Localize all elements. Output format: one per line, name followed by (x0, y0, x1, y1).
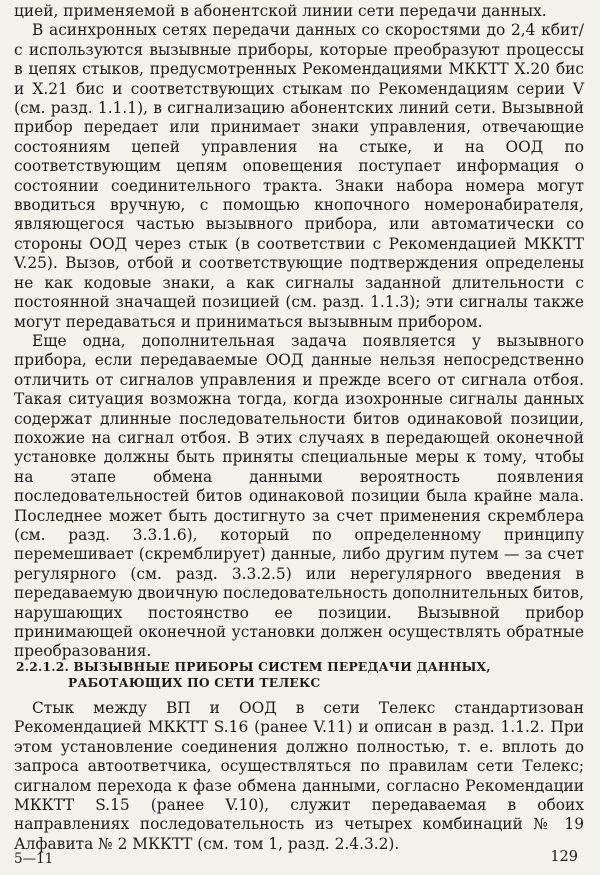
page-number: 129 (550, 849, 578, 865)
section-heading (16, 659, 576, 691)
section-body (14, 699, 584, 854)
paragraph-continuation: цией, применяемой в абонентской линии сети передачи данных. (14, 2, 547, 20)
section-heading-line1: 2.2.1.2. ВЫЗЫВНЫЕ ПРИБОРЫ СИСТЕМ ПЕРЕДАЧИ ДАННЫХ, (16, 659, 491, 674)
paragraph-telex-interface: Стык между ВП и ООД в сети Телекс стандартизован Рекомендацией МККТТ S.16 (ранее V.11) и описан в разд. 1.1.2. При этом установление соединения должно полностью, т. е. вплоть до запроса автоответчика, осуществляться по правилам сети Телекс; сигналом перехода к фазе обмена данными, согласно Рекомендации МККТТ S.15 (ранее V.10), служит передаваемая в обоих направлениях последовательность из четырех комбинаций № 19 Алфавита № 2 МККТТ (см. том 1, разд. 2.4.3.2). (14, 699, 584, 853)
paragraph-async-networks: В асинхронных сетях передачи данных со скоростями до 2,4 кбит/с используются вызывные приборы, которые преобразуют процессы в цепях стыков, предусмотренных Рекомендациями МККТТ X.20 бис и X.21 бис и соответствующих стыкам по Рекомендациям серии V (см. разд. 1.1.1), в сигнализацию абонентских линий сети. Вызывной прибор передает или принимает знаки управления, отвечающие состояниям цепей управления на стыке, и на ООД по соответствующим цепям оповещения поступает информация о состоянии соединительного тракта. Знаки набора номера могут вводиться вручную, с помощью кнопочного номеронабирателя, являющегося частью вызывного прибора, или автоматически со стороны ООД через стык (в соответствии с Рекомендацией МККТТ V.25). Вызов, отбой и соответствующие подтверждения определены не как кодовые знаки, а как сигналы заданной длительности с постоянной значащей позицией (см. разд. 1.1.3); эти сигналы также могут передаваться и приниматься вызывным прибором. (14, 21, 584, 331)
printer-signature: 5—11 (14, 851, 54, 867)
section-heading-line2: РАБОТАЮЩИХ ПО СЕТИ ТЕЛЕКС (68, 675, 321, 690)
paragraph-additional-task: Еще одна, дополнительная задача появляется у вызывного прибора, если передаваемые ООД данные нельзя непосредственно отличить от сигналов управления и прежде всего от сигнала отбоя. Такая ситуация возможна тогда, когда изохронные сигналы данных содержат длинные последовательности битов одинаковой позиции, похожие на сигнал отбоя. В этих случаях в передающей оконечной установке должны быть приняты специальные меры к тому, чтобы на этапе обмена данными вероятность появления последовательностей битов одинаковой позиции была крайне мала. Последнее может быть достигнуто за счет применения скремблера (см. разд. 3.3.1.6), который по определенному принципу перемешивает (скремблирует) данные, либо другим путем — за счет регулярного (см. разд. 3.3.2.5) или нерегулярного введения в передаваемую двоичную последовательность дополнительных битов, нарушающих постоянство ее позиции. Вызывной прибор принимающей оконечной установки должен осуществлять обратные преобразования. (14, 331, 584, 661)
body-text (14, 2, 584, 662)
